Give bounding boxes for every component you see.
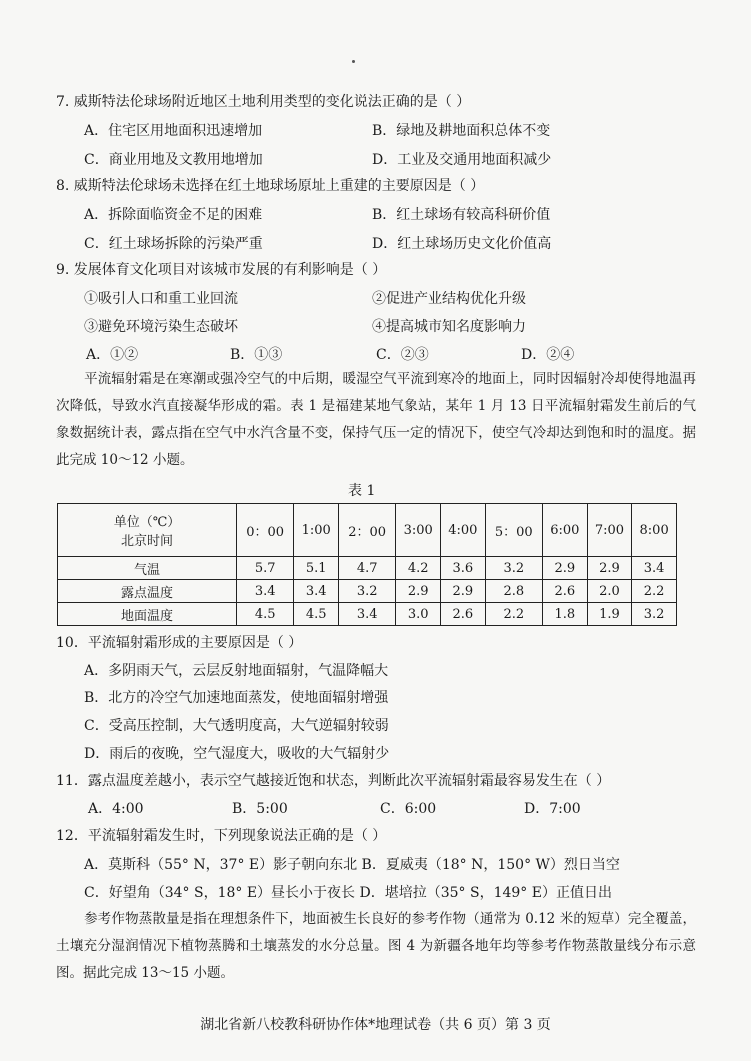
time-header-cell: 3:00 <box>396 504 441 557</box>
row-label-ground-temp: 地面温度 <box>58 603 237 626</box>
table-header-label-cell <box>58 504 237 557</box>
question-7-option-b: B．绿地及耕地面积总体不变 <box>372 123 551 139</box>
question-11-option-c: C．6:00 <box>380 801 437 817</box>
time-header-cell: 8:00 <box>632 504 677 557</box>
time-header-cell: 6:00 <box>543 504 588 557</box>
table-cell: 4.5 <box>294 603 339 626</box>
question-11-option-a: A．4:00 <box>88 801 144 817</box>
question-9-statement-4: ④提高城市知名度影响力 <box>372 319 526 335</box>
question-9-option-b: B．①③ <box>230 347 283 363</box>
table-cell: 3.2 <box>485 557 542 580</box>
question-7-stem: 7. 威斯特法伦球场附近地区土地利用类型的变化说法正确的是（ ） <box>56 94 471 110</box>
page-footer: 湖北省新八校教科研协作体*地理试卷（共 6 页）第 3 页 <box>200 1017 551 1033</box>
table-cell: 2.9 <box>587 557 632 580</box>
table-cell: 3.4 <box>339 603 396 626</box>
time-header-cell: 5：00 <box>485 504 542 557</box>
table-cell: 5.7 <box>237 557 294 580</box>
weather-data-table <box>57 503 677 626</box>
table-cell: 3.4 <box>632 557 677 580</box>
question-7-option-c: C．商业用地及文教用地增加 <box>84 152 263 168</box>
question-9-statement-3: ③避免环境污染生态破坏 <box>84 319 238 335</box>
question-12-stem: 12．平流辐射霜发生时，下列现象说法正确的是（ ） <box>56 828 387 844</box>
question-10-option-a: A．多阴雨天气，云层反射地面辐射，气温降幅大 <box>84 663 389 679</box>
row-label-air-temp: 气温 <box>58 557 237 580</box>
question-8-option-c: C．红土球场拆除的污染严重 <box>84 236 263 252</box>
question-9-option-c: C．②③ <box>376 347 429 363</box>
table-cell: 2.6 <box>441 603 486 626</box>
question-9-option-a: A．①② <box>86 347 139 363</box>
table-cell: 3.6 <box>441 557 486 580</box>
question-11-option-d: D．7:00 <box>524 801 581 817</box>
table-cell: 1.9 <box>587 603 632 626</box>
table-row <box>58 557 677 580</box>
time-header-cell: 0：00 <box>237 504 294 557</box>
table-cell: 2.9 <box>543 557 588 580</box>
table-cell: 4.2 <box>396 557 441 580</box>
question-7-option-a: A．住宅区用地面积迅速增加 <box>84 123 263 139</box>
table-cell: 4.7 <box>339 557 396 580</box>
table-cell: 2.0 <box>587 580 632 603</box>
question-8-option-d: D．红土球场历史文化价值高 <box>372 236 552 252</box>
time-header-cell: 1:00 <box>294 504 339 557</box>
question-8-stem: 8. 威斯特法伦球场未选择在红土地球场原址上重建的主要原因是（ ） <box>56 178 485 194</box>
question-12-options-ab: A．莫斯科（55° N，37° E）影子朝向东北 B．夏威夷（18° N，150° W）烈日当空 <box>84 857 620 873</box>
table-caption: 表 1 <box>348 483 376 499</box>
question-12-options-cd: C．好望角（34° S，18° E）昼长小于夜长 D．堪培拉（35° S，149° E）正值日出 <box>84 885 612 901</box>
question-8-option-b: B．红土球场有较高科研价值 <box>372 207 551 223</box>
table-cell: 3.2 <box>632 603 677 626</box>
table-row <box>58 580 677 603</box>
table-cell: 3.2 <box>339 580 396 603</box>
question-11-option-b: B．5:00 <box>232 801 288 817</box>
time-header-cell: 4:00 <box>441 504 486 557</box>
question-8-option-a: A．拆除面临资金不足的困难 <box>84 207 263 223</box>
intro-paragraph-frost <box>56 366 696 474</box>
table-cell: 2.2 <box>485 603 542 626</box>
row-label-dew-point: 露点温度 <box>58 580 237 603</box>
table-cell: 2.9 <box>396 580 441 603</box>
table-cell: 1.8 <box>543 603 588 626</box>
table-row <box>58 603 677 626</box>
header-time-label: 北京时间 <box>120 534 173 549</box>
question-10-option-b: B．北方的冷空气加速地面蒸发，使地面辐射增强 <box>84 690 389 706</box>
table-cell: 3.4 <box>294 580 339 603</box>
table-cell: 4.5 <box>237 603 294 626</box>
intro-paragraph-frost-text: 平流辐射霜是在寒潮或强冷空气的中后期，暖湿空气平流到寒冷的地面上，同时因辐射冷却使得地温再次降低，导致水汽直接凝华形成的霜。表 1 是福建某地气象站，某年 1 月 13 日平流辐射霜发生前后的气象数据统计表，露点指在空气中水汽含量不变，保持气压一定的情况下，使空气冷却达到饱和时的温度。据此完成 10～12 小题。 <box>56 371 696 468</box>
intro-paragraph-evapotranspiration <box>56 906 696 987</box>
table-cell: 2.2 <box>632 580 677 603</box>
question-10-option-c: C．受高压控制，大气透明度高，大气逆辐射较弱 <box>84 718 389 734</box>
question-9-statement-1: ①吸引人口和重工业回流 <box>84 291 238 307</box>
table-cell: 3.0 <box>396 603 441 626</box>
time-header-cell: 2：00 <box>339 504 396 557</box>
question-7-option-d: D．工业及交通用地面积减少 <box>372 152 552 168</box>
question-11-stem: 11．露点温度差越小，表示空气越接近饱和状态，判断此次平流辐射霜最容易发生在（ ） <box>56 773 611 789</box>
table-cell: 2.8 <box>485 580 542 603</box>
question-9-option-d: D．②④ <box>521 347 575 363</box>
table-cell: 3.4 <box>237 580 294 603</box>
question-10-stem: 10．平流辐射霜形成的主要原因是（ ） <box>56 635 303 651</box>
table-cell: 2.9 <box>441 580 486 603</box>
header-unit-label: 单位（℃） <box>113 515 181 530</box>
question-9-statement-2: ②促进产业结构优化升级 <box>372 291 526 307</box>
intro-paragraph-evapotranspiration-text: 参考作物蒸散量是指在理想条件下，地面被生长良好的参考作物（通常为 0.12 米的短草）完全覆盖，土壤充分湿润情况下植物蒸腾和土壤蒸发的水分总量。图 4 为新疆各地年均等参考作物蒸散量线分布示意图。据此完成 13～15 小题。 <box>56 911 696 981</box>
table-cell: 5.1 <box>294 557 339 580</box>
table-header-row <box>58 504 677 557</box>
question-10-option-d: D．雨后的夜晚，空气湿度大，吸收的大气辐射少 <box>84 746 390 762</box>
time-header-cell: 7:00 <box>587 504 632 557</box>
question-9-stem: 9. 发展体育文化项目对该城市发展的有利影响是（ ） <box>56 262 387 278</box>
table-cell: 2.6 <box>543 580 588 603</box>
scan-dot <box>352 60 355 63</box>
